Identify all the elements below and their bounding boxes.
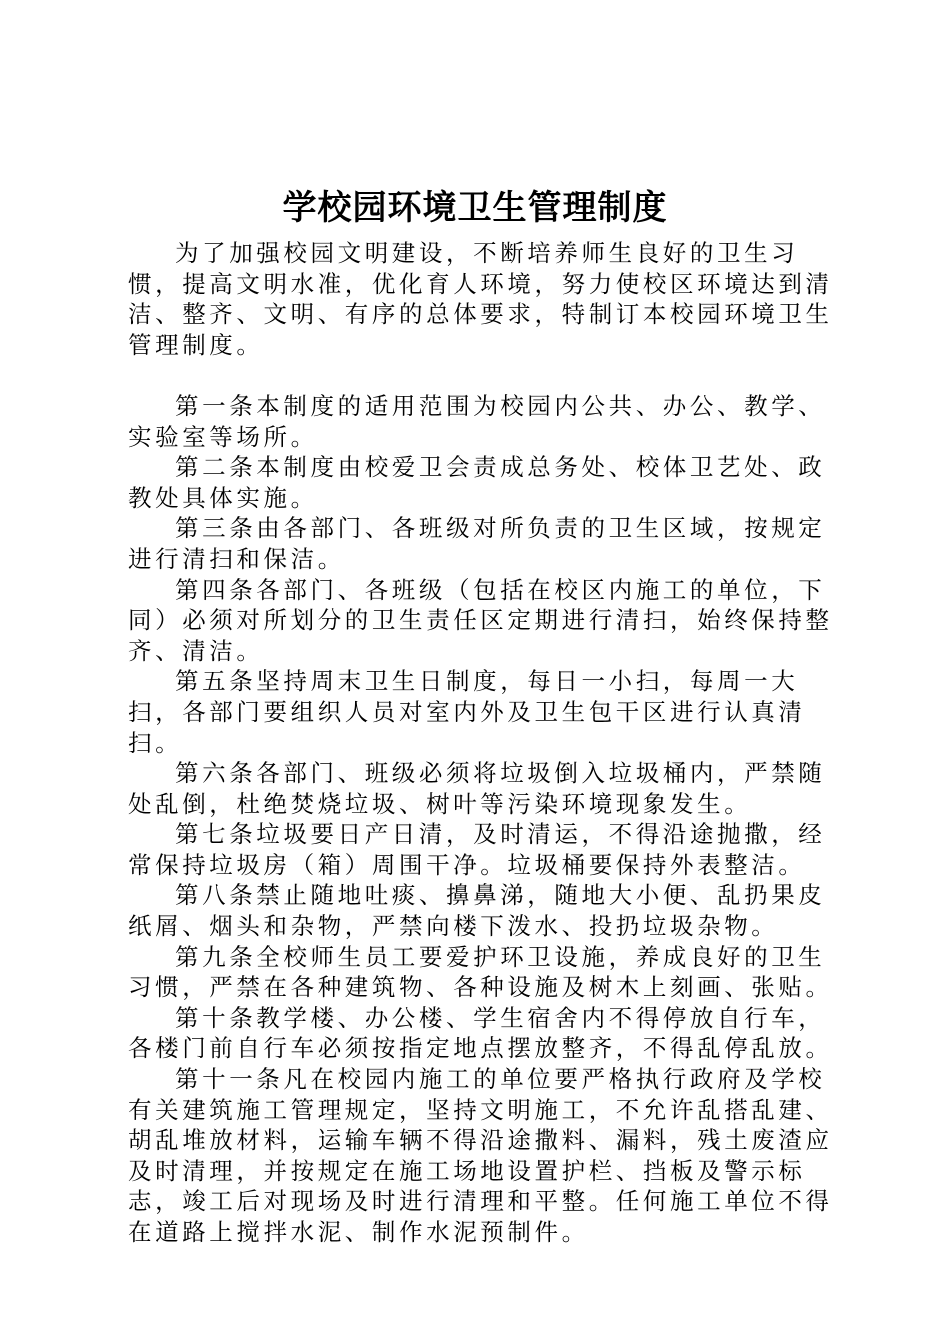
document-title: 学校园环境卫生管理制度	[282, 188, 668, 228]
article-11: 第十一条凡在校园内施工的单位要严格执行政府及学校有关建筑施工管理规定，坚持文明施工，不允许乱搭乱建、胡乱堆放材料，运输车辆不得沿途撒料、漏料，残土废渣应及时清理，并按规定在施工场地设置护栏、挡板及警示标志，竣工后对现场及时进行清理和平整。任何施工单位不得在道路上搅拌水泥、制作水泥预制件。	[128, 1065, 833, 1246]
article-10: 第十条教学楼、办公楼、学生宿舍内不得停放自行车，各楼门前自行车必须按指定地点摆放整齐，不得乱停乱放。	[128, 1003, 833, 1063]
article-1: 第一条本制度的适用范围为校园内公共、办公、教学、实验室等场所。	[128, 391, 826, 451]
article-8: 第八条禁止随地吐痰、擤鼻涕，随地大小便、乱扔果皮纸屑、烟头和杂物，严禁向楼下泼水、投扔垃圾杂物。	[128, 881, 826, 941]
article-9: 第九条全校师生员工要爱护环卫设施，养成良好的卫生习惯，严禁在各种建筑物、各种设施及树木上刻画、张贴。	[128, 942, 833, 1002]
article-7: 第七条垃圾要日产日清，及时清运，不得沿途抛撒，经常保持垃圾房（箱）周围干净。垃圾桶要保持外表整洁。	[128, 820, 826, 879]
document-body	[128, 238, 840, 1248]
article-3: 第三条由各部门、各班级对所负责的卫生区域，按规定进行清扫和保洁。	[128, 514, 826, 573]
intro-paragraph: 为了加强校园文明建设，不断培养师生良好的卫生习惯，提高文明水准，优化育人环境，努力使校区环境达到清洁、整齐、文明、有序的总体要求，特制订本校园环境卫生管理制度。	[128, 239, 833, 359]
article-6: 第六条各部门、班级必须将垃圾倒入垃圾桶内，严禁随处乱倒，杜绝焚烧垃圾、树叶等污染环境现象发生。	[128, 759, 826, 818]
article-5: 第五条坚持周末卫生日制度，每日一小扫，每周一大扫，各部门要组织人员对室内外及卫生包干区进行认真清扫。	[128, 667, 806, 757]
article-2: 第二条本制度由校爱卫会责成总务处、校体卫艺处、政教处具体实施。	[128, 453, 826, 512]
article-4: 第四条各部门、各班级（包括在校区内施工的单位，下同）必须对所划分的卫生责任区定期进行清扫，始终保持整齐、清洁。	[128, 575, 833, 665]
